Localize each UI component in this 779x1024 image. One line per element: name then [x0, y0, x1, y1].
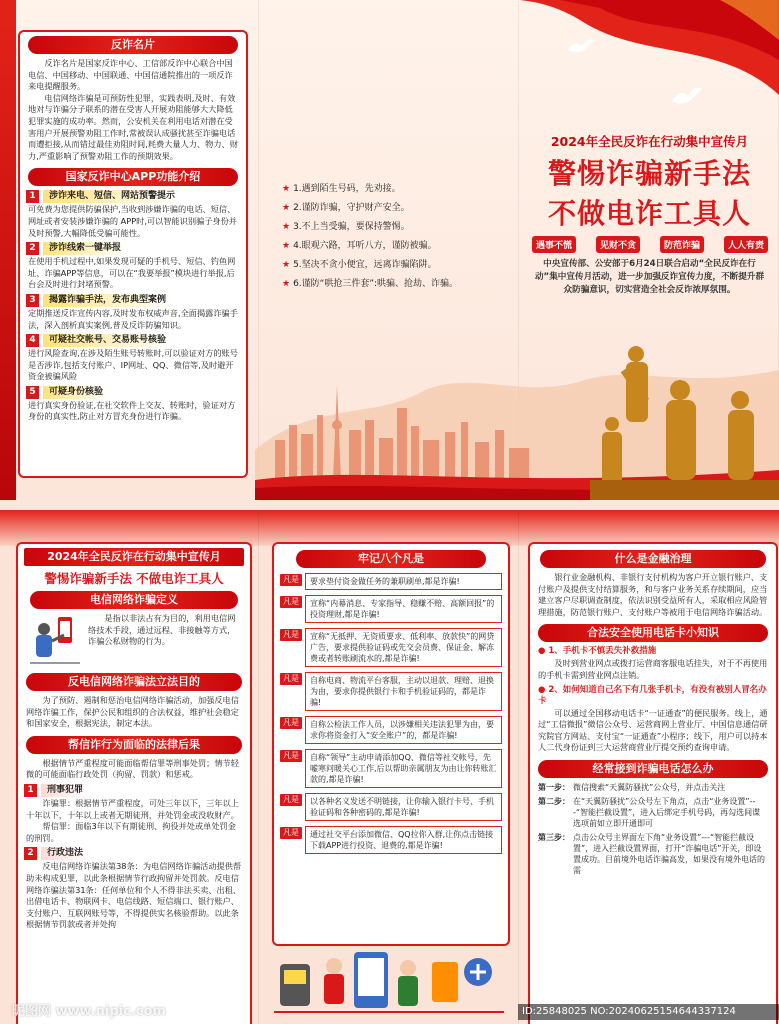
- rule-item: 凡是 以各种名义发送不明链接，让你输入银行卡号、手机验证码和各种密码的,都是诈骗!: [280, 793, 502, 821]
- phone-scam-icon: [26, 613, 84, 667]
- feature-heading: 4 可疑社交帐号、交易账号核验: [26, 334, 240, 347]
- rule-item: 凡是 自称电商、物流平台客服，主动以退款、理赔、退换为由，要求你提供银行卡和手机验证码的，都是诈骗!: [280, 672, 502, 711]
- tip-text: 可以通过全国移动电话卡“一证通查”的便民服务。线上，通过“工信微报”微信公众号、运营商网上营业厅、中国信息通信研究院官方网站、支付宝“一证通查”小程序；线下，用户可以持本人二代身份证到三大运营商营业厅提交预约查询申请。: [538, 707, 768, 753]
- step-item: 第三步： 点击公众号主界面左下角“业务设置”---“智能拦截设置”，进入拦截设置界面，打开“诈骗电话”开关，即设置成功。目前境外电话诈骗高发，如果没有境外电话的需: [538, 832, 765, 875]
- definition-text: 是指以非法占有为目的，利用电信网络技术手段，通过远程、非接触等方式，诈骗公私财物的行为。: [88, 613, 236, 647]
- administrative-heading: 2 行政违法: [24, 847, 244, 860]
- rule-item: 凡是 要求垫付资金做任务的兼职刷单,都是诈骗!: [280, 573, 502, 590]
- rule-item: 凡是 自称公检法工作人员，以涉嫌相关违法犯罪为由，要求你将资金打入“安全账户”的，都是诈骗!: [280, 716, 502, 744]
- slogan-badge: 人人有责: [724, 236, 768, 253]
- slogan-badge: 防范诈骗: [660, 236, 704, 253]
- slogan-badges: [532, 236, 768, 253]
- bottom-panel-2: [260, 510, 519, 1024]
- legislation-text: 为了预防、遏制和惩治电信网络诈骗活动，加强反电信网络诈骗工作，保护公民和组织的合法权益，维护社会稳定和国家安全，根据宪法，制定本法。: [26, 695, 239, 729]
- tip-heading: ● 1、手机卡不慎丢失补救措施: [538, 646, 657, 657]
- tip-text: 及时到营业网点或拨打运营商客服电话挂失，对于不再使用的手机卡需到营业网点注销。: [538, 658, 768, 680]
- card-title: 反诈名片: [28, 36, 238, 54]
- definition-row: [26, 613, 242, 667]
- rule-item: 凡是 通过社交平台添加微信、QQ拉你入群,让你点击链接下载APP进行投资、退费的,都是诈骗!: [280, 826, 502, 854]
- eight-rules-title: 牢记八个凡是: [296, 550, 486, 568]
- sim-card-knowledge-title: 合法安全使用电话卡小知识: [538, 624, 768, 642]
- legislation-heading: 反电信网络诈骗法立法目的: [26, 673, 242, 691]
- anti-fraud-card-frame: [18, 30, 248, 478]
- tips-list: [282, 180, 512, 294]
- financial-governance-text: 银行业金融机构、非银行支付机构为客户开立银行账户、支付账户及提供支付结算服务，和与客户业务关系存续期间，应当建立客户尽职调查制度，依法识别受益所有人，采取相应风险管理措施，防范银行账户、支付账户等被用于电信网络诈骗活动。: [538, 572, 768, 617]
- brochure-outside: [0, 0, 779, 500]
- campaign-title: 2024年全民反诈在行动集中宣传月: [24, 548, 244, 566]
- definition-card-frame: [16, 542, 252, 1024]
- brochure-inside: [0, 510, 779, 1024]
- tip-item: ★ 5.坚决不贪小便宜，远离诈骗陷阱。: [282, 260, 437, 270]
- criminal-text: 帮信罪：面临3年以下有期徒刑、拘役并处或单处罚金的刑罚。: [26, 821, 236, 843]
- check-icon: ●: [538, 684, 546, 695]
- campaign-subtitle: 警惕诈骗新手法 不做电诈工具人: [44, 571, 224, 586]
- financial-governance-title: 什么是金融治理: [540, 550, 766, 568]
- slogan-badge: 见财不贪: [596, 236, 640, 253]
- bottom-panel-1: [0, 510, 259, 1024]
- criminal-text: 诈骗罪：根据情节严重程度，可处三年以下，三年以上十年以下，十年以上或者无期徒刑，并处罚金或没收财产。: [26, 797, 239, 820]
- feature-text: 进行风险查询,在涉及陌生账号转账时,可以验证对方的账号是否涉诈,包括支付账户、IP网址、QQ、微信等,及时避开资金被骗风险: [28, 348, 238, 382]
- feature-text: 进行真实身份验证,在社交软件上交友、转账时，验证对方身份的真实性,防止对方冒充身份进行诈骗。: [28, 399, 236, 422]
- tip-item: ★ 6.谨防“哄抢三件套”:哄骗、抢劫、诈骗。: [282, 279, 459, 289]
- financial-governance-frame: [528, 542, 778, 1024]
- main-headline-1: 警惕诈骗新手法: [547, 157, 751, 190]
- feature-heading: 1 涉诈来电、短信、网站预警提示: [26, 190, 240, 203]
- feature-heading: 5 可疑身份核验: [26, 386, 240, 399]
- top-panel-1: [0, 0, 259, 500]
- legal-consequences-text: 根据情节严重程度可能面临帮信罪等刑事处罚；情节轻微的可能面临行政处罚（拘留、罚款）和惩戒。: [26, 757, 239, 780]
- feature-heading: 3 揭露诈骗手法，发布典型案例: [26, 294, 240, 307]
- definition-heading: 电信网络诈骗定义: [30, 591, 238, 609]
- tip-heading: ● 2、如何知道自己名下有几张手机卡，有没有被别人冒名办卡: [538, 684, 767, 706]
- bottom-panel-3: [520, 510, 779, 1024]
- watermark-site: 昵图网 www.nipic.com: [12, 1004, 166, 1019]
- feature-text: 在使用手机过程中,如果发现可疑的手机号、短信、钓鱼网址、诈骗APP等信息，可以在“我要举报”模块进行举报,后台会及时进行封堵预警。: [28, 256, 236, 290]
- card-paragraph: 反诈名片是国家反诈中心、工信部反诈中心联合中国电信、中国移动、中国联通、中国信通院推出的一项反诈来电提醒服务。: [28, 58, 233, 92]
- criminal-heading: 1 刑事犯罪: [24, 784, 244, 797]
- rule-item: 凡是 宣称“无抵押、无资质要求、低利率、放款快”的网贷广告，要求提供验证码或先交会员费、保证金、解冻费或者转账刷流水的,都是诈骗!: [280, 628, 502, 667]
- campaign-intro: 中央宣传部、公安部于6月24日联合启动“全民反诈在行动”集中宣传月活动，进一步加强反诈宣传力度，不断提升群众防骗意识，切实营造全社会反诈浓厚氛围。: [534, 259, 765, 295]
- tip-item: ★ 3.不上当受骗，要保持警惕。: [282, 222, 410, 232]
- rule-item: 凡是 宣称“内幕消息、专家指导、稳赚不赔、高额回报”的投资理财,都是诈骗!: [280, 595, 502, 623]
- card-paragraph: 电信网络诈骗是可预防性犯罪，实践表明,及时、有效地对与诈骗分子联系的潜在受害人开展劝阻能够大大降低犯罪实施的成功率。然而，公安机关在利用电话对潜在受害用户开展预警劝阻工作时,常被误认成骚扰甚至诈骗电话而遭拒接,从而错过最佳劝阻时间,耗费大量人力、物力、财力,严重影响了预警劝阻工作的预期效果。: [28, 92, 238, 161]
- rule-item: 凡是 自称“领导”主动申请添加QQ、微信等社交帐号，先嘘寒问暖关心工作,后以帮助亲属朋友为由让你转账汇款的,都是诈骗!: [280, 749, 502, 788]
- heroes-monument-illustration: [590, 340, 779, 500]
- eight-rules-frame: [272, 542, 510, 946]
- step-item: 第一步： 微信搜索“天翼防骚扰”公众号，并点击关注: [538, 782, 726, 792]
- feature-text: 定期推送反诈宣传内容,及时发布权威声音,全面揭露诈骗手法，深入剖析真实案例,普及反诈防骗知识。: [28, 307, 238, 330]
- check-icon: ●: [538, 646, 546, 657]
- anti-fraud-cartoon-illustration: [274, 942, 504, 1020]
- feature-text: 可免费为您提供防骗保护,当收到涉嫌诈骗的电话、短信、网址或者安装涉嫌诈骗的 APP时,可以智能识别骗子身份并及时预警,大幅降低受骗可能性。: [28, 204, 237, 238]
- administrative-text: 反电信网络诈骗法第38条：为电信网络诈骗活动提供帮助未构成犯罪，以此条根据情节行政拘留并处罚款。反电信网络诈骗法第31条：任何单位和个人不得非法买卖、出租、出借电话卡、物联网卡、电信线路、短信端口、银行账户、支付账户、互联网账号等，不得提供实名核验帮助。以此条根据情节罚款或者并处拘: [26, 861, 242, 930]
- feature-heading: 2 涉诈线索一键举报: [26, 242, 240, 255]
- tip-item: ★ 1.遇到陌生号码，先劝接。: [282, 184, 401, 194]
- main-headline-2: 不做电诈工具人: [547, 197, 751, 230]
- tip-item: ★ 4.眼观六路，耳听八方，谨防被骗。: [282, 241, 437, 251]
- step-item: 第二步： 在“天翼防骚扰”公众号左下角点，点击“业务设置”---“智能拦截设置”，进入后绑定手机号码，再勾选间谍选项前如立即开通即可: [538, 796, 761, 828]
- watermark-id: ID:25848025 NO:20240625154644337124: [518, 1004, 779, 1020]
- tip-item: ★ 2.谨防诈骗，守护财产安全。: [282, 203, 410, 213]
- slogan-badge: 遇事不慌: [532, 236, 576, 253]
- scam-call-title: 经常接到诈骗电话怎么办: [538, 760, 768, 778]
- year-campaign-title: 2024年全民反诈在行动集中宣传月: [550, 134, 749, 149]
- legal-consequences-heading: 帮信诈行为面临的法律后果: [26, 736, 242, 754]
- app-function-title: 国家反诈中心APP功能介绍: [28, 168, 238, 186]
